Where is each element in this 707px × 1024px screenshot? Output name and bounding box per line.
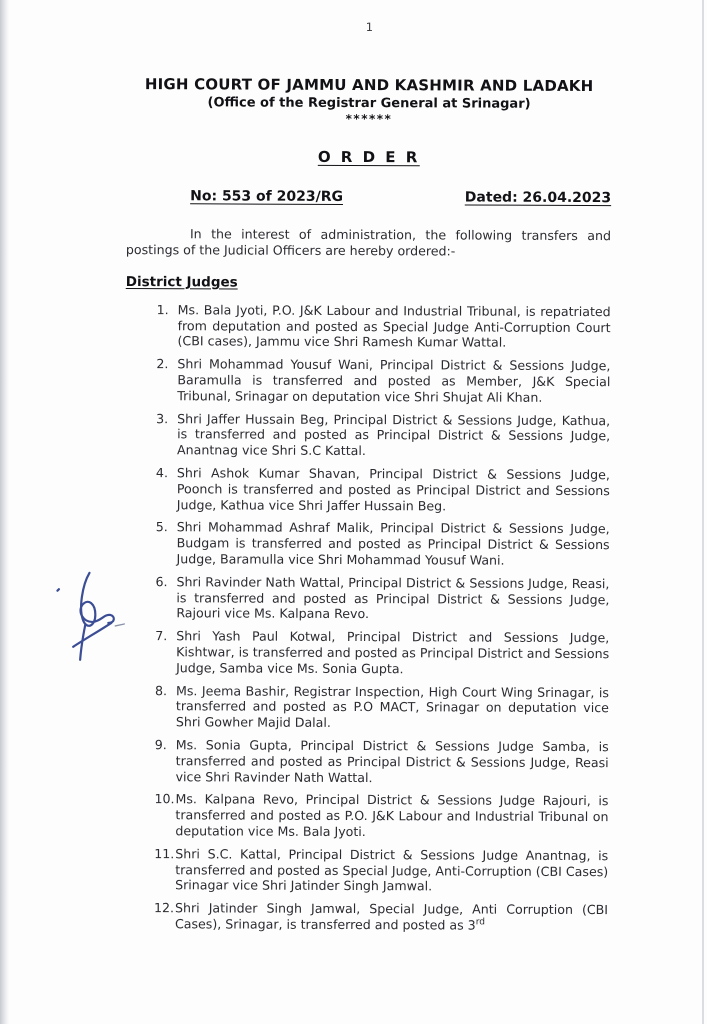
scan-edge-left (0, 0, 9, 1024)
item-number: 5. (155, 519, 168, 535)
order-item (155, 574, 609, 623)
order-item (156, 465, 610, 514)
order-heading-row (126, 146, 611, 167)
item-number: 4. (155, 465, 169, 481)
item-number: 10. (154, 791, 175, 807)
item-text: Shri Yash Paul Kotwal, Principal District and Sessions Judge, Kishtwar, is transferred and posted as Principal District and Sessions Judge, Samba vice Ms. Sonia Gupta. (176, 628, 610, 676)
item-text: Shri Jatinder Singh Jamwal, Special Judge, Anti Corruption (CBI Cases), Srinagar, is transferred and posted as 3rd (174, 900, 609, 933)
order-item (154, 900, 608, 934)
order-item (155, 683, 609, 732)
item-text: Shri S.C. Kattal, Principal District & Sessions Judge Anantnag, is transferred and posted as Special Judge, Anti-Corruption (CBI Cases) Srinagar vice Shri Jatinder Singh Jamwal. (175, 845, 609, 894)
ordinal-superscript: rd (475, 917, 486, 928)
item-text: Shri Ravinder Nath Wattal, Principal District & Sessions Judge, Reasi, is transferred and posted as Principal District & Sessions Judge, Rajouri vice Ms. Kalpana Revo. (176, 573, 610, 622)
document-content (123, 0, 612, 934)
order-date: Dated: 26.04.2023 (464, 189, 612, 207)
item-text: Shri Mohammad Yousuf Wani, Principal District & Sessions Judge, Baramulla is transferred and posted as Member, J&K Special Tribunal, Srinagar on deputation vice Shri Shujat Ali Khan. (177, 356, 611, 405)
office-subtitle: (Office of the Registrar General at Srinagar) (207, 95, 531, 112)
item-text: Ms. Bala Jyoti, P.O. J&K Labour and Industrial Tribunal, is repatriated from deputation and posted as Special Judge Anti-Corruption Court (CBI cases), Jammu vice Shri Ramesh Kumar Wattal. (177, 302, 611, 351)
item-number: 11. (154, 845, 175, 861)
section-heading: District Judges (125, 273, 238, 291)
intro-paragraph: In the interest of administration, the following transfers and postings of the Judicial Officers are hereby ordered:- (125, 226, 612, 259)
item-number: 6. (155, 573, 168, 589)
order-heading: O R D E R (317, 147, 420, 167)
separator-stars: ****** (345, 111, 393, 127)
item-number: 12. (154, 900, 175, 916)
item-number: 3. (156, 410, 169, 426)
order-item (156, 411, 610, 460)
item-number: 1. (156, 301, 169, 318)
item-text: Ms. Jeema Bashir, Registrar Inspection, High Court Wing Srinagar, is transferred and posted as P.O MACT, Srinagar on deputation vice Shri Gowher Majid Dalal. (175, 682, 610, 731)
item-text: Shri Jaffer Hussain Beg, Principal District & Sessions Judge, Kathua, is transferred and posted as Principal District & Sessions Judge, Anantnag vice Shri S.C Kattal. (177, 410, 611, 459)
order-item (156, 520, 610, 569)
item-number: 7. (155, 628, 168, 644)
item-number: 9. (154, 737, 167, 753)
court-title: HIGH COURT OF JAMMU AND KASHMIR AND LADAKH (144, 75, 594, 96)
scan-edge-right (702, 0, 704, 1024)
order-meta-row (126, 188, 611, 206)
handwritten-signature-mark (49, 565, 132, 683)
order-item (154, 846, 608, 895)
item-text: Ms. Sonia Gupta, Principal District & Sessions Judge Samba, is transferred and posted as Principal District & Sessions Judge, Reasi vice Shri Ravinder Nath Wattal. (175, 737, 609, 785)
item-text: Shri Mohammad Ashraf Malik, Principal District & Sessions Judge, Budgam is transferred and posted as Principal District & Sessions Judge, Baramulla vice Shri Mohammad Yousuf Wani. (176, 519, 610, 568)
page-number: 1 (365, 20, 374, 35)
order-number: No: 553 of 2023/RG (190, 188, 344, 205)
order-list (154, 302, 611, 934)
order-item (154, 791, 608, 840)
item-number: 2. (156, 356, 169, 372)
item-text: Shri Ashok Kumar Shavan, Principal District & Sessions Judge, Poonch is transferred and posted as Principal District and Sessions Judge, Kathua vice Shri Jaffer Hussain Beg. (176, 465, 610, 513)
order-item (155, 628, 609, 677)
order-item (156, 302, 610, 351)
order-item (155, 737, 609, 786)
order-item (156, 356, 610, 405)
item-text: Ms. Kalpana Revo, Principal District & Sessions Judge Rajouri, is transferred and posted as P.O. J&K Labour and Industrial Tribunal on deputation vice Ms. Bala Jyoti. (175, 791, 609, 839)
item-number: 8. (154, 682, 168, 698)
